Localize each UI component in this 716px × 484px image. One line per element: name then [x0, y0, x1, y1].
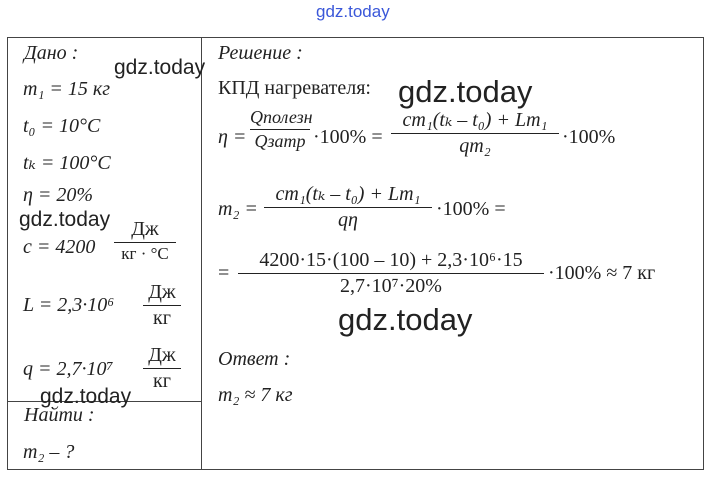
eq2-den: qη: [338, 209, 358, 231]
eq1-num: Qполезн: [250, 107, 313, 127]
given-L-unit: [143, 281, 181, 330]
eq1-mid: ·100% =: [313, 126, 383, 148]
watermark: gdz.today: [114, 56, 206, 79]
column-divider: [201, 37, 202, 470]
find-target: m₂ – ?: [23, 441, 75, 463]
eq3-tail: ·100% ≈ 7 кг: [548, 262, 656, 284]
eq3-fraction: [238, 249, 544, 298]
watermark: gdz.today: [398, 74, 533, 109]
fraction-bar: [143, 368, 181, 369]
watermark: gdz.today: [19, 208, 111, 231]
eq2-num: cm₁(tₖ – t₀) + Lm₁: [275, 183, 421, 205]
eq1-fraction-q: [250, 107, 313, 152]
answer-heading: Ответ :: [218, 348, 291, 370]
given-tk: tₖ = 100°C: [23, 152, 111, 174]
eq3-num: 4200·15·(100 – 10) + 2,3·10⁶·15: [259, 249, 523, 271]
watermark: gdz.today: [40, 385, 132, 408]
eq3-den: 2,7·10⁷·20%: [340, 275, 442, 297]
given-L-unit-den: кг: [153, 307, 171, 329]
eq3-lhs: =: [218, 262, 230, 284]
given-c: c = 4200: [23, 236, 96, 258]
fraction-bar: [114, 242, 176, 243]
fraction-bar: [238, 273, 544, 274]
fraction-bar: [250, 129, 310, 130]
given-L-unit-num: Дж: [148, 281, 176, 303]
given-eta: η = 20%: [23, 184, 94, 206]
given-q-unit: [143, 344, 181, 393]
eq2-fraction: [264, 181, 432, 232]
eq1-fraction-main: [391, 107, 559, 158]
eq2-tail: ·100% =: [436, 198, 506, 220]
eq1-den: Qзатр: [254, 131, 306, 151]
eq2-lhs: m₂ =: [218, 198, 258, 220]
given-m1: m₁ = 15 кг: [23, 78, 111, 100]
eq1-den2: qm₂: [459, 135, 491, 157]
given-q: q = 2,7·10⁷: [23, 358, 114, 380]
answer-value: m₂ ≈ 7 кг: [218, 384, 293, 406]
fraction-bar: [143, 305, 181, 306]
given-heading: Дано :: [24, 42, 79, 64]
find-heading: Найти :: [24, 404, 95, 426]
watermark: gdz.today: [338, 302, 473, 337]
given-c-unit-num: Дж: [131, 218, 159, 240]
given-L: L = 2,3·10⁶: [23, 294, 115, 316]
given-c-unit: [114, 218, 176, 264]
given-q-unit-den: кг: [153, 370, 171, 392]
efficiency-label: КПД нагревателя:: [218, 77, 371, 99]
fraction-bar: [391, 133, 559, 134]
given-t0: t₀ = 10°C: [23, 115, 101, 137]
eq1-tail: ·100%: [562, 126, 616, 148]
solution-heading: Решение :: [218, 42, 303, 64]
eq1-num2: cm₁(tₖ – t₀) + Lm₁: [402, 109, 548, 131]
fraction-bar: [264, 207, 432, 208]
given-q-unit-num: Дж: [148, 344, 176, 366]
given-c-unit-den: кг · °C: [121, 244, 169, 263]
eq1-lhs: η =: [218, 126, 247, 148]
site-link[interactable]: gdz.today: [316, 2, 390, 21]
